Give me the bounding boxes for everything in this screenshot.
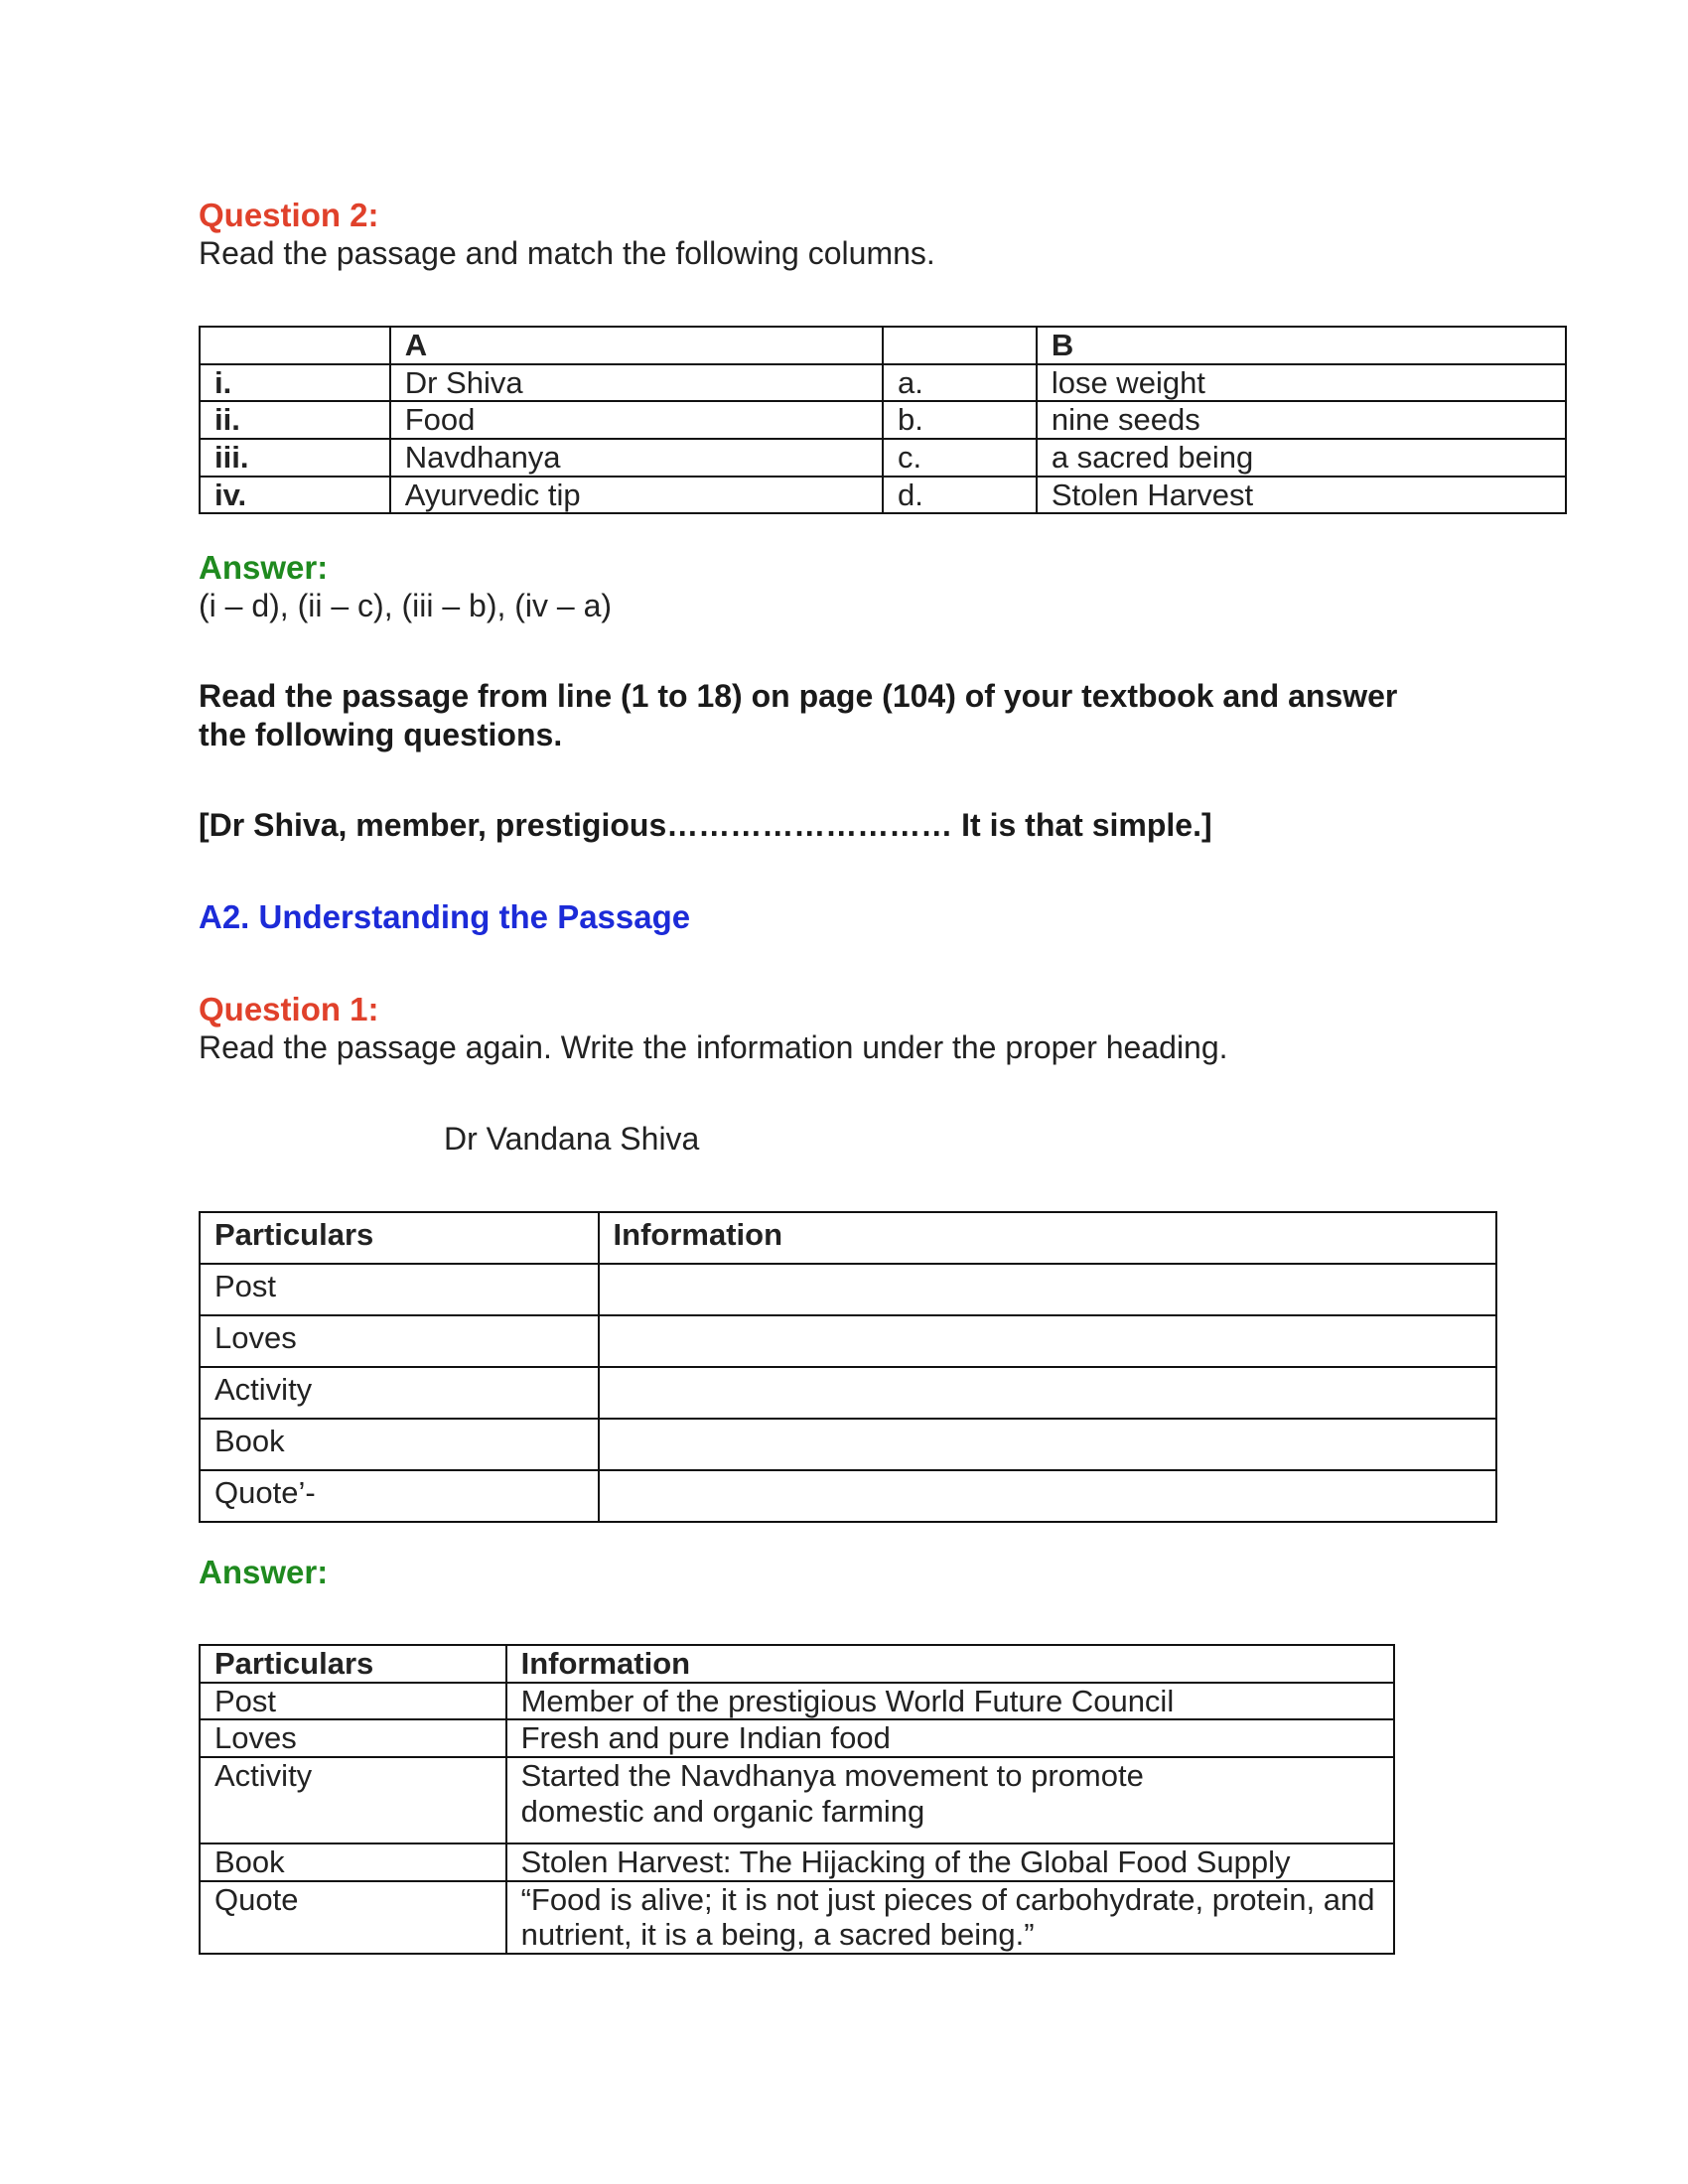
blank-info-table <box>199 1211 1497 1523</box>
subject-heading: Dr Vandana Shiva <box>444 1121 700 1157</box>
blank-information-cell <box>599 1315 1496 1367</box>
information-cell: Stolen Harvest: The Hijacking of the Global Food Supply <box>506 1843 1394 1881</box>
particular-cell: Loves <box>200 1719 506 1757</box>
particular-cell: Quote’- <box>200 1470 599 1522</box>
match-header-num-b <box>883 327 1037 364</box>
match-table-header <box>200 327 1566 364</box>
row-numeral: i. <box>200 364 390 402</box>
table-row <box>200 1719 1394 1757</box>
particulars-header: Particulars <box>200 1645 506 1683</box>
column-a-cell: Dr Shiva <box>390 364 883 402</box>
table-row <box>200 1843 1394 1881</box>
row-numeral: ii. <box>200 401 390 439</box>
row-numeral: iv. <box>200 477 390 514</box>
table-row <box>200 1367 1496 1419</box>
information-cell: Started the Navdhanya movement to promote domestic and organic farming <box>506 1757 1394 1843</box>
passage-excerpt: [Dr Shiva, member, prestigious……………………… It is that simple.] <box>199 807 1212 843</box>
table-row <box>200 401 1566 439</box>
table-row <box>200 1470 1496 1522</box>
answer-info-table <box>199 1644 1395 1955</box>
table-row <box>200 1683 1394 1720</box>
particulars-header: Particulars <box>200 1212 599 1264</box>
column-b-cell: Stolen Harvest <box>1037 477 1566 514</box>
particular-cell: Post <box>200 1264 599 1315</box>
row-letter: c. <box>883 439 1037 477</box>
information-cell: Fresh and pure Indian food <box>506 1719 1394 1757</box>
particular-cell: Loves <box>200 1315 599 1367</box>
particular-cell: Post <box>200 1683 506 1720</box>
table-row <box>200 1881 1394 1954</box>
column-b-cell: a sacred being <box>1037 439 1566 477</box>
particular-cell: Book <box>200 1843 506 1881</box>
particular-cell: Book <box>200 1419 599 1470</box>
information-header: Information <box>599 1212 1496 1264</box>
question-2-answer-label: Answer: <box>199 549 329 586</box>
column-b-cell: lose weight <box>1037 364 1566 402</box>
question-2-instruction: Read the passage and match the following columns. <box>199 235 935 271</box>
row-letter: a. <box>883 364 1037 402</box>
table-row <box>200 1757 1394 1843</box>
row-letter: d. <box>883 477 1037 514</box>
table-row <box>200 1264 1496 1315</box>
row-numeral: iii. <box>200 439 390 477</box>
section-heading: A2. Understanding the Passage <box>199 898 691 935</box>
read-passage-line-1: Read the passage from line (1 to 18) on page (104) of your textbook and answer <box>199 678 1398 714</box>
blank-table-header <box>200 1212 1496 1264</box>
table-row <box>200 1419 1496 1470</box>
question-1-answer-label: Answer: <box>199 1554 329 1590</box>
blank-information-cell <box>599 1367 1496 1419</box>
column-a-cell: Food <box>390 401 883 439</box>
particular-cell: Activity <box>200 1367 599 1419</box>
column-a-cell: Ayurvedic tip <box>390 477 883 514</box>
table-row <box>200 364 1566 402</box>
table-row <box>200 439 1566 477</box>
table-row <box>200 1315 1496 1367</box>
row-letter: b. <box>883 401 1037 439</box>
blank-information-cell <box>599 1264 1496 1315</box>
blank-information-cell <box>599 1419 1496 1470</box>
blank-information-cell <box>599 1470 1496 1522</box>
table-row <box>200 477 1566 514</box>
question-1-title: Question 1: <box>199 991 379 1027</box>
question-2-answer-text: (i – d), (ii – c), (iii – b), (iv – a) <box>199 588 613 623</box>
question-1-instruction: Read the passage again. Write the information under the proper heading. <box>199 1029 1228 1065</box>
match-table <box>199 326 1567 514</box>
particular-cell: Activity <box>200 1757 506 1843</box>
read-passage-line-2: the following questions. <box>199 717 563 752</box>
match-header-b: B <box>1037 327 1566 364</box>
match-header-num-a <box>200 327 390 364</box>
column-b-cell: nine seeds <box>1037 401 1566 439</box>
information-cell: “Food is alive; it is not just pieces of carbohydrate, protein, and nutrient, it is a being, a sacred being.” <box>506 1881 1394 1954</box>
match-header-a: A <box>390 327 883 364</box>
answer-table-header <box>200 1645 1394 1683</box>
column-a-cell: Navdhanya <box>390 439 883 477</box>
particular-cell: Quote <box>200 1881 506 1954</box>
question-2-title: Question 2: <box>199 197 379 233</box>
information-cell: Member of the prestigious World Future Council <box>506 1683 1394 1720</box>
information-header: Information <box>506 1645 1394 1683</box>
